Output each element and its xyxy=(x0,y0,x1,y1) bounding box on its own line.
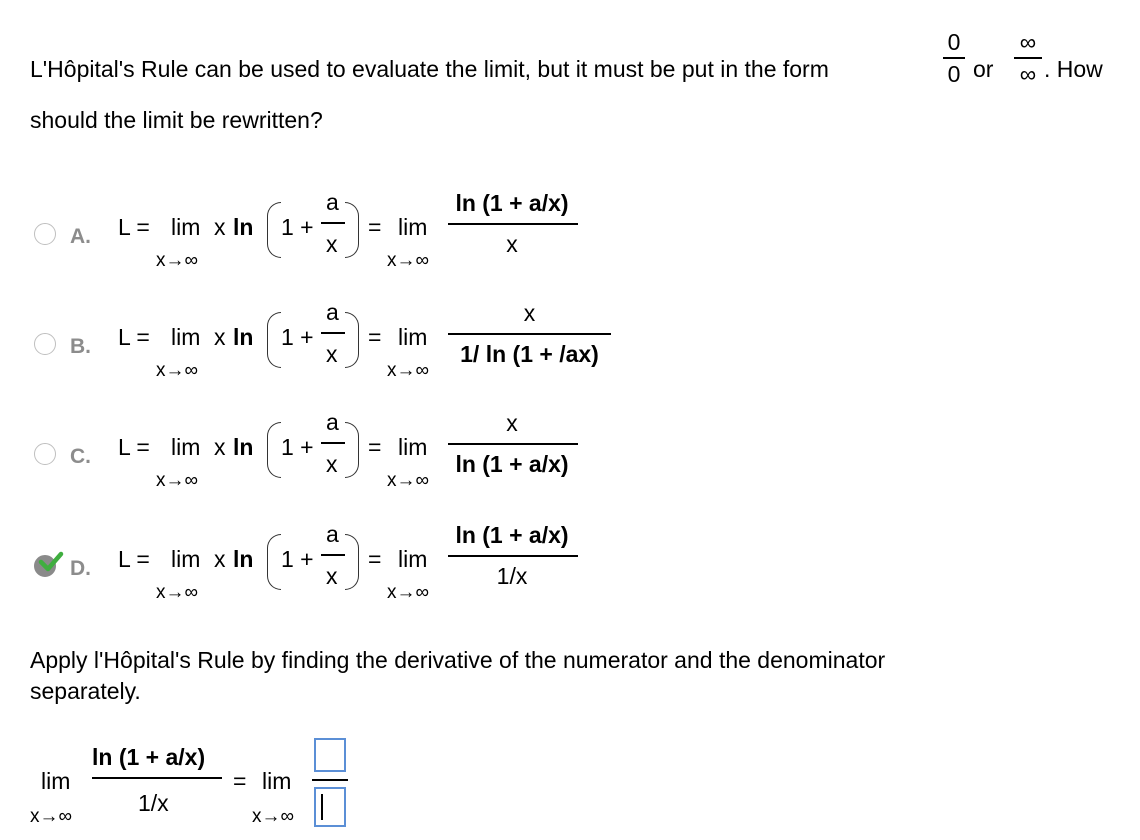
option-letter: A. xyxy=(70,225,91,248)
fraction-bar xyxy=(312,779,348,781)
question-text-line1 xyxy=(30,56,829,83)
inner-numerator: a xyxy=(326,299,339,325)
form-inf-over-inf xyxy=(1014,30,1042,86)
text-cursor xyxy=(321,794,323,820)
x-factor: x xyxy=(214,214,226,240)
lim-label: lim xyxy=(171,434,201,460)
equals-sign: = xyxy=(368,214,382,240)
lim-label: lim xyxy=(262,768,292,794)
inner-numerator: a xyxy=(326,521,339,547)
lim-subscript: x→∞ xyxy=(387,582,430,603)
l-equals: L = xyxy=(118,214,150,240)
lim-subscript: x→∞ xyxy=(387,470,430,491)
lim-subscript: x→∞ xyxy=(252,806,295,827)
fraction-bar xyxy=(448,443,578,445)
x-factor: x xyxy=(214,324,226,350)
rhs-numerator: x xyxy=(506,410,518,436)
option-letter: B. xyxy=(70,335,91,358)
ln-label: ln xyxy=(233,214,254,240)
numerator-input-box[interactable] xyxy=(314,738,346,772)
fraction-bar xyxy=(321,332,345,334)
lim-label: lim xyxy=(398,214,428,240)
radio-button[interactable] xyxy=(34,443,56,465)
radio-button[interactable] xyxy=(34,333,56,355)
lim-subscript: x→∞ xyxy=(156,250,199,271)
equals-sign: = xyxy=(233,768,247,794)
inner-denominator: x xyxy=(326,563,338,589)
x-factor: x xyxy=(214,546,226,572)
x-factor: x xyxy=(214,434,226,460)
lim-label: lim xyxy=(398,546,428,572)
right-paren xyxy=(345,534,359,590)
fraction-bar xyxy=(321,554,345,556)
l-equals: L = xyxy=(118,324,150,350)
right-paren xyxy=(345,422,359,478)
rhs-denominator: 1/ ln (1 + /ax) xyxy=(460,341,599,367)
inner-denominator: x xyxy=(326,231,338,257)
instruction-line2: separately. xyxy=(30,678,141,704)
rhs-numerator: ln (1 + a/x) xyxy=(455,522,569,548)
left-paren xyxy=(267,312,281,368)
answer-numerator: ln (1 + a/x) xyxy=(92,744,206,770)
ln-label: ln xyxy=(233,434,254,460)
question-text-end: . How xyxy=(1044,56,1103,82)
fraction-bar xyxy=(943,57,965,59)
inner-numerator: a xyxy=(326,409,339,435)
equals-sign: = xyxy=(368,434,382,460)
lim-label: lim xyxy=(41,768,71,794)
rhs-numerator: ln (1 + a/x) xyxy=(455,190,569,216)
fraction-bar xyxy=(448,333,611,335)
inner-denominator: x xyxy=(326,341,338,367)
rhs-denominator: ln (1 + a/x) xyxy=(455,451,569,477)
form-zero-over-zero xyxy=(943,30,965,86)
lim-subscript: x→∞ xyxy=(156,470,199,491)
ln-label: ln xyxy=(233,546,254,572)
or-text: or xyxy=(973,56,994,82)
option-letter: C. xyxy=(70,445,91,468)
rhs-denominator: x xyxy=(506,231,518,257)
fraction-bar xyxy=(1014,57,1042,59)
lim-subscript: x→∞ xyxy=(156,582,199,603)
instruction-line1: Apply l'Hôpital's Rule by finding the derivative of the numerator and the denominator xyxy=(30,647,886,673)
lim-label: lim xyxy=(171,546,201,572)
form-denominator: ∞ xyxy=(1019,60,1037,87)
question-text-line2: should the limit be rewritten? xyxy=(30,107,323,133)
one-plus: 1 + xyxy=(281,434,314,460)
lim-label: lim xyxy=(171,324,201,350)
form-numerator: 0 xyxy=(947,29,961,55)
denominator-input-box[interactable] xyxy=(314,787,346,827)
option-letter: D. xyxy=(70,557,91,580)
lim-subscript: x→∞ xyxy=(156,360,199,381)
lim-label: lim xyxy=(398,434,428,460)
left-paren xyxy=(267,202,281,258)
one-plus: 1 + xyxy=(281,214,314,240)
inner-numerator: a xyxy=(326,189,339,215)
lim-subscript: x→∞ xyxy=(30,806,73,827)
left-paren xyxy=(267,422,281,478)
fraction-bar xyxy=(448,555,578,557)
one-plus: 1 + xyxy=(281,546,314,572)
answer-denominator: 1/x xyxy=(138,790,169,816)
equals-sign: = xyxy=(368,324,382,350)
fraction-bar xyxy=(448,223,578,225)
equals-sign: = xyxy=(368,546,382,572)
fraction-bar xyxy=(321,222,345,224)
fraction-bar xyxy=(92,777,222,779)
ln-label: ln xyxy=(233,324,254,350)
radio-button[interactable] xyxy=(34,223,56,245)
left-paren xyxy=(267,534,281,590)
right-paren xyxy=(345,202,359,258)
l-equals: L = xyxy=(118,434,150,460)
form-numerator: ∞ xyxy=(1019,29,1037,55)
rhs-denominator: 1/x xyxy=(496,563,528,589)
lim-label: lim xyxy=(398,324,428,350)
lim-label: lim xyxy=(171,214,201,240)
rhs-numerator: x xyxy=(523,300,536,326)
one-plus: 1 + xyxy=(281,324,314,350)
form-denominator: 0 xyxy=(947,60,961,87)
fraction-bar xyxy=(321,442,345,444)
lim-subscript: x→∞ xyxy=(387,360,430,381)
inner-denominator: x xyxy=(326,451,338,477)
l-equals: L = xyxy=(118,546,150,572)
lim-subscript: x→∞ xyxy=(387,250,430,271)
checkmark-icon xyxy=(38,549,64,575)
right-paren xyxy=(345,312,359,368)
question-text: L'Hôpital's Rule can be used to evaluate the limit, but it must be put in the form xyxy=(30,56,829,82)
